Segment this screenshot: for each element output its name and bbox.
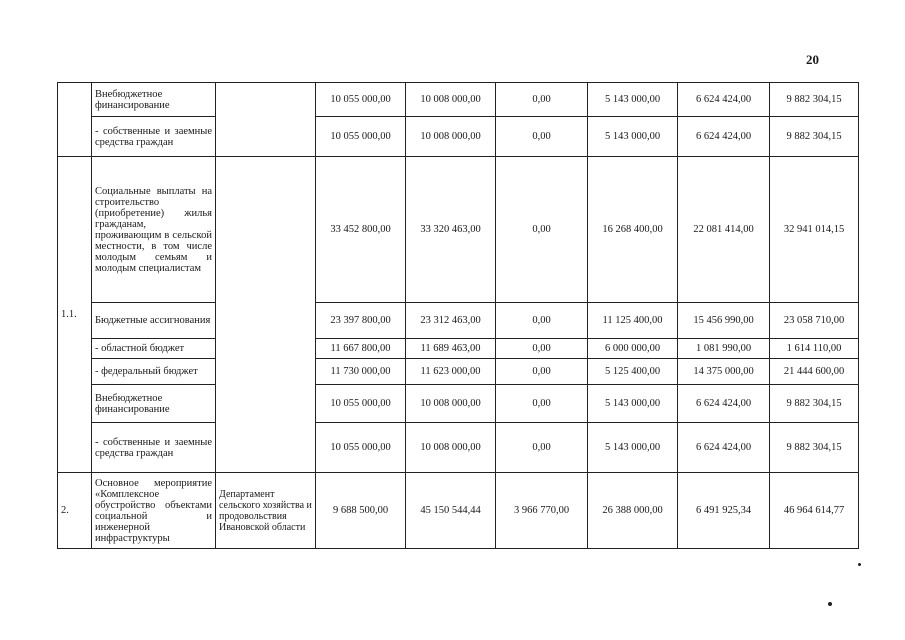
row-description: Основное мероприятие «Комплексное обустройство объектами социальной и инженерной инфраструктуры xyxy=(92,473,216,549)
value-cell: 5 125 400,00 xyxy=(588,359,678,385)
value-cell: 6 000 000,00 xyxy=(588,339,678,359)
value-cell: 5 143 000,00 xyxy=(588,385,678,423)
value-cell: 32 941 014,15 xyxy=(770,157,859,303)
value-cell: 3 966 770,00 xyxy=(496,473,588,549)
row-description: Внебюджетное финансирование xyxy=(92,83,216,117)
value-cell: 10 055 000,00 xyxy=(316,83,406,117)
value-cell: 46 964 614,77 xyxy=(770,473,859,549)
table-row xyxy=(58,423,859,473)
value-cell: 33 320 463,00 xyxy=(406,157,496,303)
row-description: - областной бюджет xyxy=(92,339,216,359)
value-cell: 11 125 400,00 xyxy=(588,303,678,339)
value-cell: 0,00 xyxy=(496,385,588,423)
row-organization xyxy=(216,157,316,473)
table-row xyxy=(58,473,859,549)
value-cell: 23 312 463,00 xyxy=(406,303,496,339)
value-cell: 10 008 000,00 xyxy=(406,83,496,117)
value-cell: 5 143 000,00 xyxy=(588,117,678,157)
table-row xyxy=(58,385,859,423)
row-index: 1.1. xyxy=(58,157,92,473)
value-cell: 26 388 000,00 xyxy=(588,473,678,549)
value-cell: 10 008 000,00 xyxy=(406,117,496,157)
row-organization: Департамент сельского хозяйства и продовольствия Ивановской области xyxy=(216,473,316,549)
value-cell: 0,00 xyxy=(496,359,588,385)
row-description: - собственные и заемные средства граждан xyxy=(92,423,216,473)
scan-speck xyxy=(858,563,861,566)
value-cell: 0,00 xyxy=(496,117,588,157)
value-cell: 0,00 xyxy=(496,157,588,303)
value-cell: 14 375 000,00 xyxy=(678,359,770,385)
value-cell: 9 882 304,15 xyxy=(770,83,859,117)
value-cell: 11 689 463,00 xyxy=(406,339,496,359)
value-cell: 33 452 800,00 xyxy=(316,157,406,303)
table-row xyxy=(58,83,859,117)
row-description: Бюджетные ассигнования xyxy=(92,303,216,339)
value-cell: 10 008 000,00 xyxy=(406,423,496,473)
value-cell: 11 667 800,00 xyxy=(316,339,406,359)
value-cell: 6 491 925,34 xyxy=(678,473,770,549)
value-cell: 6 624 424,00 xyxy=(678,423,770,473)
value-cell: 15 456 990,00 xyxy=(678,303,770,339)
value-cell: 0,00 xyxy=(496,83,588,117)
value-cell: 1 081 990,00 xyxy=(678,339,770,359)
row-index: 2. xyxy=(58,473,92,549)
value-cell: 6 624 424,00 xyxy=(678,117,770,157)
value-cell: 16 268 400,00 xyxy=(588,157,678,303)
value-cell: 21 444 600,00 xyxy=(770,359,859,385)
value-cell: 11 730 000,00 xyxy=(316,359,406,385)
value-cell: 1 614 110,00 xyxy=(770,339,859,359)
value-cell: 0,00 xyxy=(496,339,588,359)
row-description: - федеральный бюджет xyxy=(92,359,216,385)
table-row xyxy=(58,339,859,359)
table-row xyxy=(58,117,859,157)
value-cell: 23 397 800,00 xyxy=(316,303,406,339)
value-cell: 45 150 544,44 xyxy=(406,473,496,549)
value-cell: 22 081 414,00 xyxy=(678,157,770,303)
value-cell: 5 143 000,00 xyxy=(588,83,678,117)
table-row xyxy=(58,303,859,339)
value-cell: 0,00 xyxy=(496,303,588,339)
value-cell: 9 882 304,15 xyxy=(770,117,859,157)
table-row xyxy=(58,157,859,303)
row-description: - собственные и заемные средства граждан xyxy=(92,117,216,157)
value-cell: 10 055 000,00 xyxy=(316,423,406,473)
row-organization xyxy=(216,83,316,157)
value-cell: 10 008 000,00 xyxy=(406,385,496,423)
value-cell: 10 055 000,00 xyxy=(316,117,406,157)
value-cell: 6 624 424,00 xyxy=(678,385,770,423)
row-index xyxy=(58,83,92,157)
value-cell: 23 058 710,00 xyxy=(770,303,859,339)
value-cell: 9 688 500,00 xyxy=(316,473,406,549)
row-description: Социальные выплаты на строительство (приобретение) жилья гражданам, проживающим в сельской местности, в том числе молодым семьям и молодым специалистам xyxy=(92,157,216,303)
page-number: 20 xyxy=(806,52,819,67)
scan-speck xyxy=(828,602,832,606)
value-cell: 5 143 000,00 xyxy=(588,423,678,473)
value-cell: 10 055 000,00 xyxy=(316,385,406,423)
value-cell: 9 882 304,15 xyxy=(770,423,859,473)
budget-table xyxy=(57,82,859,549)
value-cell: 9 882 304,15 xyxy=(770,385,859,423)
value-cell: 11 623 000,00 xyxy=(406,359,496,385)
value-cell: 6 624 424,00 xyxy=(678,83,770,117)
table-row xyxy=(58,359,859,385)
value-cell: 0,00 xyxy=(496,423,588,473)
row-description: Внебюджетное финансирование xyxy=(92,385,216,423)
